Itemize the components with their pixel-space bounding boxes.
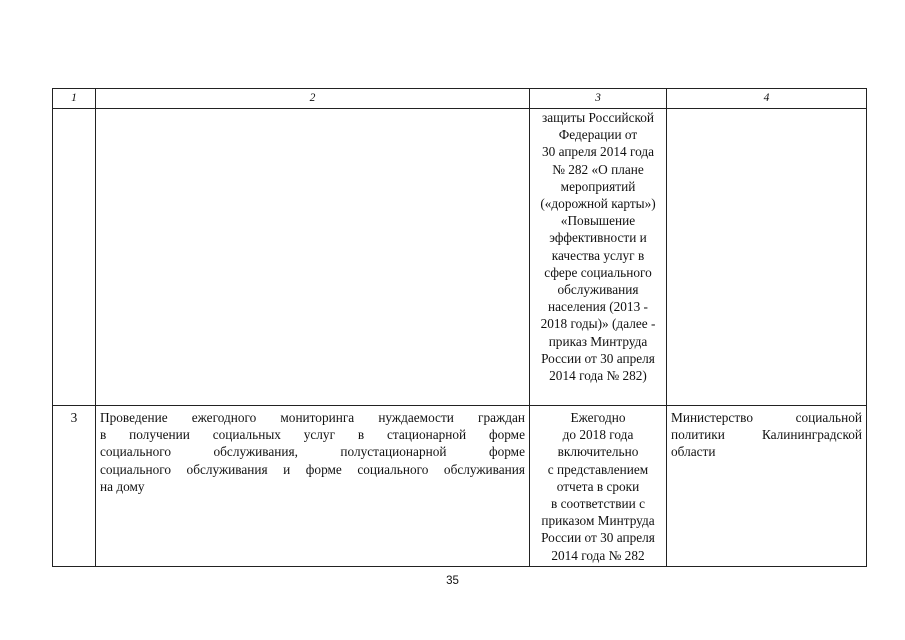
text-line: эффективности и xyxy=(549,230,647,246)
text-line: населения (2013 - xyxy=(548,299,648,315)
text-line: Проведение ежегодного мониторинга нуждаемости граждан xyxy=(100,410,525,425)
text-line: политики Калининградской xyxy=(671,427,862,443)
header-cell-1: 1 xyxy=(53,89,96,109)
text-line: обслуживания xyxy=(557,282,639,298)
responsible-cell xyxy=(667,109,867,406)
deadline-cell xyxy=(530,109,667,406)
text-line: сфере социального xyxy=(544,264,652,280)
document-table xyxy=(52,88,867,567)
text-line: № 282 «О плане xyxy=(552,161,644,177)
measure-cell xyxy=(96,109,530,406)
text-line: качества услуг в xyxy=(551,247,645,263)
row-number-cell xyxy=(53,109,96,406)
text-line: России от 30 апреля xyxy=(541,350,655,366)
table-row xyxy=(53,109,867,406)
text-line: 2018 годы)» (далее - xyxy=(540,316,656,332)
header-cell-2: 2 xyxy=(96,89,530,109)
text-line: «Повышение xyxy=(560,213,636,229)
text-line: приказом Минтруда xyxy=(541,513,655,529)
responsible-cell xyxy=(667,406,867,567)
text-line: приказ Минтруда xyxy=(548,333,648,349)
text-line: Ежегодно xyxy=(570,410,626,425)
text-line: на дому xyxy=(100,478,145,494)
text-line: социального обслуживания и форме социального обслуживания xyxy=(100,461,525,477)
text-line: 30 апреля 2014 года xyxy=(541,144,655,160)
text-line: («дорожной карты») xyxy=(540,196,656,212)
deadline-cell xyxy=(530,406,667,567)
text-line: социального обслуживания, полустационарной форме xyxy=(100,444,525,460)
table-row xyxy=(53,406,867,567)
row-number-cell: 3 xyxy=(53,406,96,567)
text-line: Федерации от xyxy=(558,127,638,143)
text-line: мероприятий xyxy=(560,178,636,194)
text-line: 2014 года № 282 xyxy=(551,547,645,563)
measure-cell xyxy=(96,406,530,567)
header-cell-3: 3 xyxy=(530,89,667,109)
text-line: отчета в сроки xyxy=(556,478,640,494)
text-line: области xyxy=(671,444,716,460)
text-line: в получении социальных услуг в стационарной форме xyxy=(100,427,525,443)
text-line: до 2018 года xyxy=(562,427,634,443)
text-line: России от 30 апреля xyxy=(541,530,655,546)
text-line: с представлением xyxy=(547,461,649,477)
text-line: в соответствии с xyxy=(551,496,645,512)
page-number: 35 xyxy=(446,575,459,587)
text-line: Министерство социальной xyxy=(671,410,862,425)
text-line: защиты Российской xyxy=(541,110,655,125)
header-row xyxy=(53,89,867,109)
text-line: включительно xyxy=(557,444,639,460)
text-line: 2014 года № 282) xyxy=(549,368,647,384)
header-cell-4: 4 xyxy=(667,89,867,109)
